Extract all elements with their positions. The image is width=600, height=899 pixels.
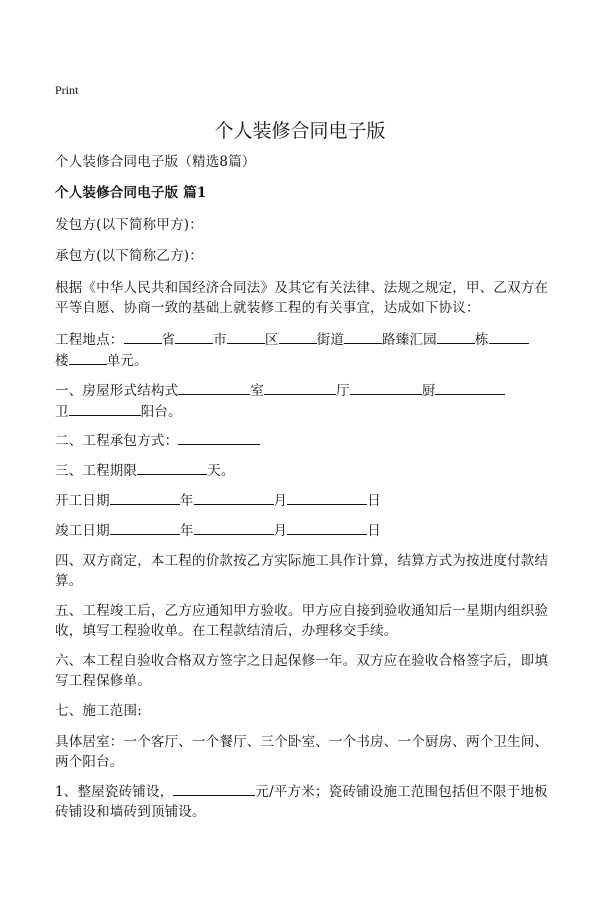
blank-end-year	[110, 520, 180, 535]
page-title: 个人装修合同电子版	[214, 120, 386, 142]
kitchen-label: 厨	[421, 383, 436, 399]
tile-prefix: 1、整屋瓷砖铺设，	[55, 784, 174, 800]
blank-end-day	[287, 520, 367, 535]
blank-start-year	[110, 490, 180, 505]
intro-paragraph: 根据《中华人民共和国经济合同法》及其它有关法律、法规之规定，甲、乙双方在平等自愿、协商一致的基础上就装修工程的有关事宜，达成如下协议：	[55, 280, 549, 316]
room-label: 室	[250, 383, 265, 399]
end-day-label: 日	[367, 523, 381, 539]
item3-paragraph	[55, 460, 550, 481]
road-label: 路臻汇园	[382, 332, 437, 348]
blank-days	[137, 460, 207, 475]
blank-street	[279, 329, 317, 344]
start-date-label: 开工日期	[55, 493, 110, 509]
city-label: 市	[213, 332, 227, 348]
blank-road	[344, 329, 382, 344]
blank-kitchens	[350, 380, 422, 395]
item5-paragraph: 五、工程竣工后，乙方应通知甲方验收。甲方应自接到验收通知后一星期内组织验收，填写工程验收单。在工程款结清后，办理移交手续。	[55, 603, 549, 639]
blank-baths	[69, 401, 141, 416]
blank-start-day	[287, 490, 367, 505]
start-year-label: 年	[179, 493, 194, 509]
blank-tile-price	[173, 781, 255, 796]
blank-start-month	[194, 490, 274, 505]
street-label: 街道	[316, 332, 345, 348]
item2-paragraph	[55, 430, 550, 451]
balcony-label: 阳台。	[140, 404, 182, 420]
blank-floor-pre	[489, 329, 529, 344]
end-date-label: 竣工日期	[55, 523, 110, 539]
start-day-label: 日	[367, 493, 381, 509]
blank-district	[227, 329, 265, 344]
item6-paragraph: 六、本工程自验收合格双方签字之日起保修一年。双方应在验收合格签字后，即填写工程保修单。	[55, 653, 549, 689]
blank-province	[124, 329, 162, 344]
item3-suffix: 天。	[207, 463, 235, 479]
blank-halls	[264, 380, 336, 395]
party-b-line: 承包方(以下简称乙方)：	[55, 248, 203, 264]
hall-label: 厅	[336, 383, 350, 399]
item1-prefix: 一、房屋形式结构式	[55, 383, 179, 399]
blank-end-month	[194, 520, 274, 535]
item7-heading: 七、施工范围:	[55, 703, 142, 719]
tile-suffix: 元/平方米；瓷砖铺设施工范围包括但不限于地板砖铺设和墙砖到顶铺设。	[55, 784, 548, 820]
bath-label: 卫	[55, 404, 69, 420]
blank-contract-method	[178, 430, 260, 445]
building-label: 栋	[474, 332, 489, 348]
blank-unit	[69, 350, 107, 365]
end-date-line	[55, 520, 550, 541]
floor-label: 楼	[55, 353, 69, 369]
end-month-label: 月	[273, 523, 288, 539]
subtitle: 个人装修合同电子版（精选8篇）	[55, 154, 256, 170]
print-link[interactable]: Print	[55, 83, 79, 97]
section-heading: 个人装修合同电子版 篇1	[55, 185, 207, 201]
blank-rooms	[178, 380, 250, 395]
site-label: 工程地点：	[55, 332, 124, 348]
unit-label: 单元。	[106, 353, 148, 369]
rooms-paragraph: 具体居室：一个客厅、一个餐厅、三个卧室、一个书房、一个厨房、两个卫生间、两个阳台。	[55, 734, 549, 770]
item3-prefix: 三、工程期限	[55, 463, 138, 479]
site-paragraph	[55, 329, 550, 371]
blank-building	[437, 329, 475, 344]
blank-wc-pre	[435, 380, 505, 395]
province-label: 省	[161, 332, 176, 348]
blank-city	[175, 329, 213, 344]
start-date-line	[55, 490, 550, 511]
district-label: 区	[264, 332, 279, 348]
start-month-label: 月	[273, 493, 288, 509]
item1-paragraph	[55, 380, 550, 422]
end-year-label: 年	[179, 523, 194, 539]
item2-text: 二、工程承包方式：	[55, 433, 179, 449]
party-a-line: 发包方(以下简称甲方)：	[55, 217, 203, 233]
tile-paragraph	[55, 781, 550, 822]
item4-paragraph: 四、双方商定，本工程的价款按乙方实际施工具作计算，结算方式为按进度付款结算。	[55, 553, 549, 589]
